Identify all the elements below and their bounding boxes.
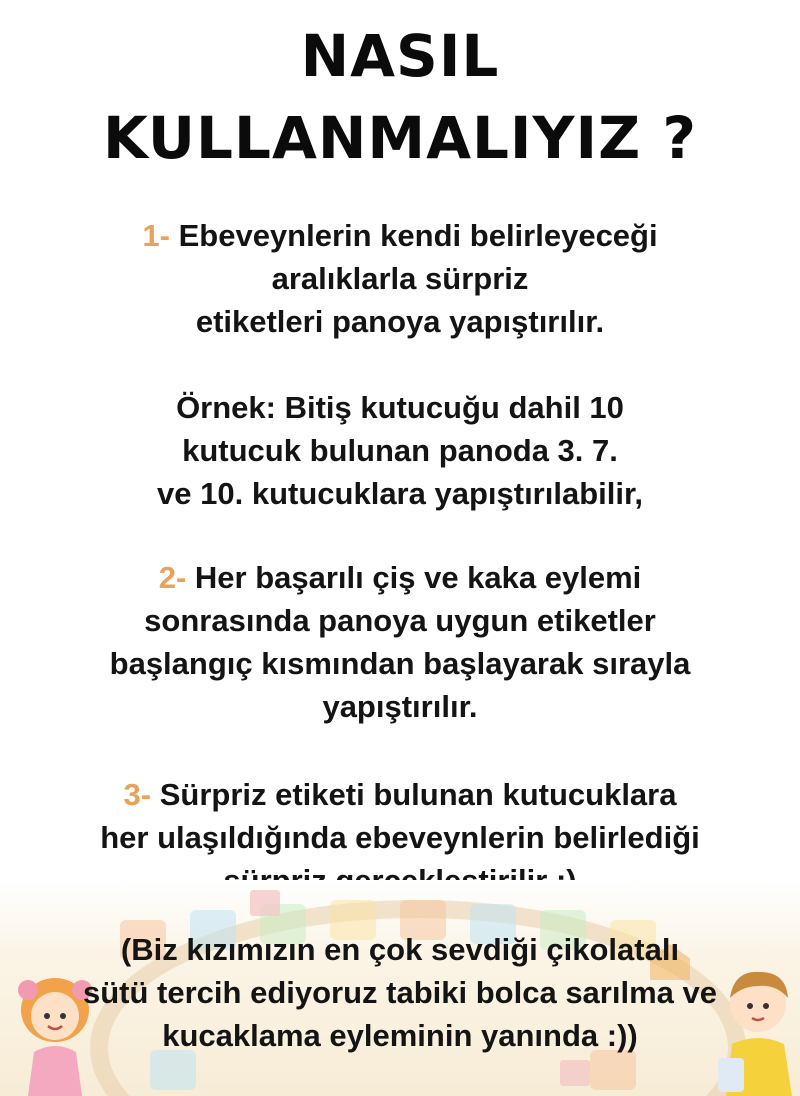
step-2-line-1: 2- Her başarılı çiş ve kaka eylemi [158,560,642,595]
example-line-1: Örnek: Bitiş kutucuğu dahil 10 [176,390,624,425]
note-line-1: (Biz kızımızın en çok sevdiği çikolatalı [120,932,680,967]
example-line-3: ve 10. kutucuklara yapıştırılabilir, [157,476,643,511]
gift-icon [560,1060,590,1086]
step-2-line-2: sonrasında panoya uygun etiketler [144,603,656,638]
step-2 [40,556,760,728]
note-line-2: sütü tercih ediyoruz tabiki bolca sarılma ve [83,975,717,1010]
step-1-line-3: etiketleri panoya yapıştırılır. [195,304,605,339]
step-1 [40,214,760,343]
example-line-2: kutucuk bulunan panoda 3. 7. [182,433,618,468]
step-number: 2- [158,560,187,595]
step-number: 1- [142,218,170,253]
parent-note [40,928,760,1057]
step-1-line-2: aralıklarla sürpriz [271,261,529,296]
example-block [40,386,760,515]
step-3-line-2: her ulaşıldığında ebeveynlerin belirlediği [100,820,700,855]
note-line-3: kucaklama eyleminin yanında :)) [162,1018,638,1053]
step-2-line-4: yapıştırılır. [322,689,478,724]
step-2-line-3: başlangıç kısmından başlayarak sırayla [109,646,691,681]
title-line-1: NASIL [300,22,500,90]
step-1-line-1: 1- Ebeveynlerin kendi belirleyeceği [142,218,658,253]
step-number: 3- [123,777,152,812]
title-line-2: KULLANMALIYIZ ? [103,104,697,172]
gift-icon [250,890,280,916]
step-3-line-1: 3- Sürpriz etiketi bulunan kutucuklara [123,777,677,812]
